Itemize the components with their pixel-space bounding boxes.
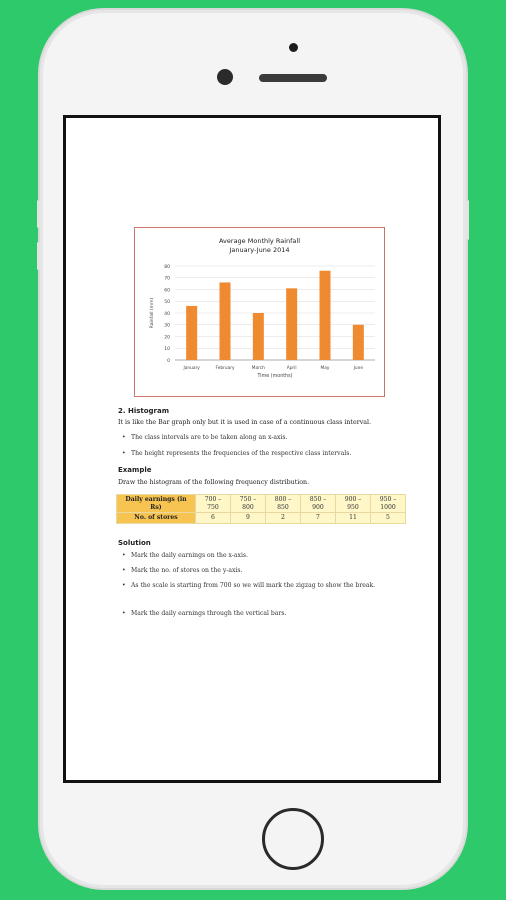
y-tick-label: 50: [164, 300, 170, 306]
bar: [253, 313, 264, 360]
y-tick-label: 70: [164, 276, 170, 282]
proximity-sensor: [289, 43, 298, 52]
front-camera-icon: [217, 69, 233, 85]
chart-plot: [135, 256, 383, 396]
x-tick-label: February: [215, 366, 235, 371]
table-row: [117, 495, 406, 513]
interval-cell: 700 – 750: [196, 495, 231, 513]
solution-point-1: • Mark the daily earnings on the x-axis.: [122, 552, 404, 560]
solution-heading: Solution: [118, 539, 151, 547]
example-text: Draw the histogram of the following frequency distribution.: [118, 479, 310, 486]
stores-cell: 6: [196, 513, 231, 524]
stores-cell: 7: [301, 513, 336, 524]
y-tick-label: 40: [164, 311, 170, 317]
home-button[interactable]: [262, 808, 324, 870]
x-tick-label: June: [353, 366, 364, 371]
y-tick-label: 0: [167, 358, 170, 364]
solution-point-2: • Mark the no. of stores on the y-axis.: [122, 567, 404, 575]
x-tick-label: January: [183, 366, 200, 371]
example-heading: Example: [118, 466, 152, 474]
bar: [220, 282, 231, 360]
y-tick-label: 30: [164, 323, 170, 329]
x-tick-label: April: [286, 366, 297, 371]
bar: [286, 288, 297, 360]
y-tick-label: 20: [164, 335, 170, 341]
x-axis-label: Time (months): [257, 374, 293, 379]
interval-cell: 800 – 850: [266, 495, 301, 513]
interval-cell: 900 – 950: [336, 495, 371, 513]
table-row: [117, 513, 406, 524]
histogram-heading: 2. Histogram: [118, 407, 170, 415]
stores-cell: 5: [371, 513, 406, 524]
stores-cell: 11: [336, 513, 371, 524]
y-axis-label: Rainfall (mm): [150, 297, 155, 329]
histogram-point-2: • The height represents the frequencies of the respective class intervals.: [122, 450, 404, 458]
table-header-earnings: Daily earnings (in Rs): [117, 495, 196, 513]
rainfall-chart: [134, 227, 385, 397]
stores-cell: 2: [266, 513, 301, 524]
chart-title: Average Monthly Rainfall: [218, 237, 300, 245]
interval-cell: 750 – 800: [231, 495, 266, 513]
y-tick-label: 10: [164, 347, 170, 353]
solution-point-4: • Mark the daily earnings through the vertical bars.: [122, 610, 404, 618]
stores-cell: 9: [231, 513, 266, 524]
volume-up-button: [37, 200, 40, 228]
bar: [320, 271, 331, 360]
chart-subtitle: January-June 2014: [229, 246, 290, 254]
bar: [353, 325, 364, 360]
bar: [186, 306, 197, 360]
x-tick-label: May: [320, 366, 330, 371]
earpiece-speaker: [259, 74, 327, 82]
power-button: [466, 200, 469, 240]
y-tick-label: 80: [164, 264, 170, 270]
interval-cell: 950 – 1000: [371, 495, 406, 513]
x-tick-label: March: [251, 366, 265, 371]
table-header-stores: No. of stores: [117, 513, 196, 524]
y-tick-label: 60: [164, 288, 170, 294]
frequency-table: [116, 494, 406, 524]
histogram-intro: It is like the Bar graph only but it is used in case of a continuous class interval.: [118, 419, 372, 426]
histogram-point-1: • The class intervals are to be taken along an x-axis.: [122, 434, 404, 442]
interval-cell: 850 – 900: [301, 495, 336, 513]
volume-down-button: [37, 242, 40, 270]
solution-point-3: • As the scale is starting from 700 so we will mark the zigzag to show the break.: [122, 582, 404, 590]
phone-screen: [63, 115, 441, 783]
